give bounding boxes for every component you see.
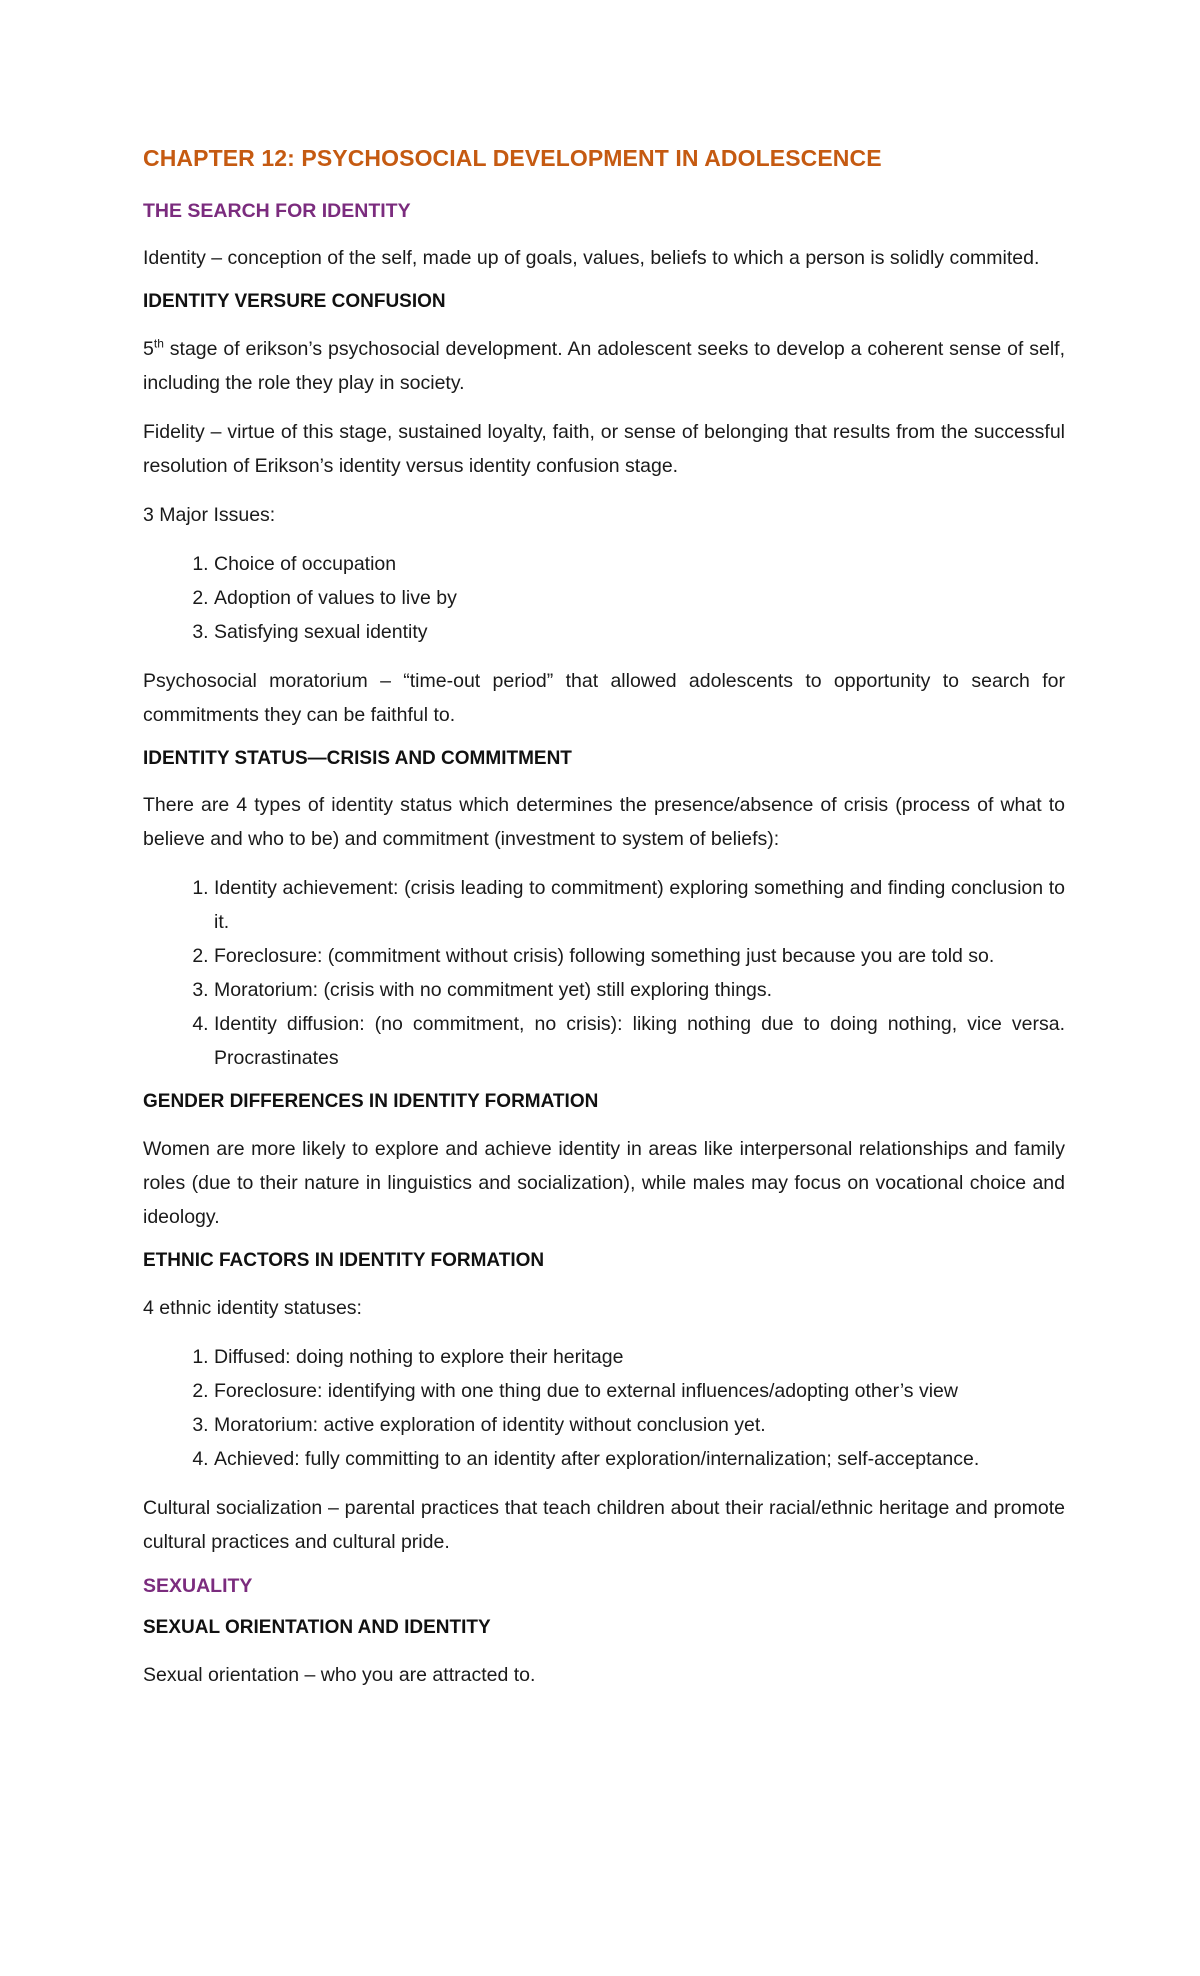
- chapter-title: CHAPTER 12: PSYCHOSOCIAL DEVELOPMENT IN ADOLESCENCE: [143, 145, 882, 171]
- list-item: 2. Foreclosure: (commitment without crisis) following something just because you are told so.: [214, 939, 1065, 973]
- gender-differences-text: Women are more likely to explore and achieve identity in areas like interpersonal relationships and family roles (due to their nature in linguistics and socialization), while males may focus on vocational choice and ideology.: [143, 1138, 1065, 1229]
- section-title-sexuality: SEXUALITY: [143, 1574, 253, 1597]
- identity-definition: Identity – conception of the self, made up of goals, values, beliefs to which a person is solidly commited.: [143, 246, 1040, 269]
- list-item: 4. Identity diffusion: (no commitment, no crisis): liking nothing due to doing nothing, vice versa. Procrastinates: [214, 1007, 1065, 1075]
- stage-description: [143, 332, 1065, 400]
- stage-text: stage of erikson’s psychosocial development. An adolescent seeks to develop a coherent sense of self, including the role they play in society.: [143, 337, 1065, 394]
- list-item: 2. Foreclosure: identifying with one thing due to external influences/adopting other’s view: [214, 1374, 1065, 1408]
- major-issues-label: 3 Major Issues:: [143, 503, 276, 526]
- list-item: 1. Diffused: doing nothing to explore their heritage: [214, 1340, 1065, 1374]
- moratorium-definition: Psychosocial moratorium – “time-out period” that allowed adolescents to opportunity to search for commitments they can be faithful to.: [143, 669, 1065, 726]
- heading-ethnic-factors: ETHNIC FACTORS IN IDENTITY FORMATION: [143, 1250, 545, 1272]
- cultural-socialization-definition: Cultural socialization – parental practices that teach children about their racial/ethnic heritage and promote cultural practices and cultural pride.: [143, 1496, 1065, 1553]
- heading-identity-versus-confusion: IDENTITY VERSURE CONFUSION: [143, 290, 446, 312]
- list-item: 1. Identity achievement: (crisis leading to commitment) exploring something and finding conclusion to it.: [214, 871, 1065, 939]
- stage-number: 5: [143, 337, 154, 360]
- identity-status-intro: There are 4 types of identity status which determines the presence/absence of crisis (process of what to believe and who to be) and commitment (investment to system of beliefs):: [143, 794, 1065, 851]
- list-item: 2. Adoption of values to live by: [214, 581, 1065, 615]
- fidelity-definition: Fidelity – virtue of this stage, sustained loyalty, faith, or sense of belonging that results from the successful resolution of Erikson’s identity versus identity confusion stage.: [143, 420, 1065, 477]
- ethnic-statuses-list: [143, 1340, 1065, 1476]
- list-item: 1. Choice of occupation: [214, 547, 1065, 581]
- stage-ordinal-suffix: th: [153, 336, 164, 351]
- list-item: 3. Moratorium: active exploration of identity without conclusion yet.: [214, 1408, 1065, 1442]
- identity-status-list: [143, 871, 1065, 1075]
- section-title-search-for-identity: THE SEARCH FOR IDENTITY: [143, 199, 411, 222]
- list-item: 3. Satisfying sexual identity: [214, 615, 1065, 649]
- sexual-orientation-definition: Sexual orientation – who you are attracted to.: [143, 1663, 536, 1686]
- list-item: 3. Moratorium: (crisis with no commitment yet) still exploring things.: [214, 973, 1065, 1007]
- major-issues-list: [143, 547, 1065, 649]
- heading-identity-status: IDENTITY STATUS—CRISIS AND COMMITMENT: [143, 747, 572, 769]
- ethnic-statuses-intro: 4 ethnic identity statuses:: [143, 1296, 362, 1319]
- heading-sexual-orientation: SEXUAL ORIENTATION AND IDENTITY: [143, 1617, 491, 1639]
- heading-gender-differences: GENDER DIFFERENCES IN IDENTITY FORMATION: [143, 1091, 599, 1113]
- list-item: 4. Achieved: fully committing to an identity after exploration/internalization; self-acceptance.: [214, 1442, 1065, 1476]
